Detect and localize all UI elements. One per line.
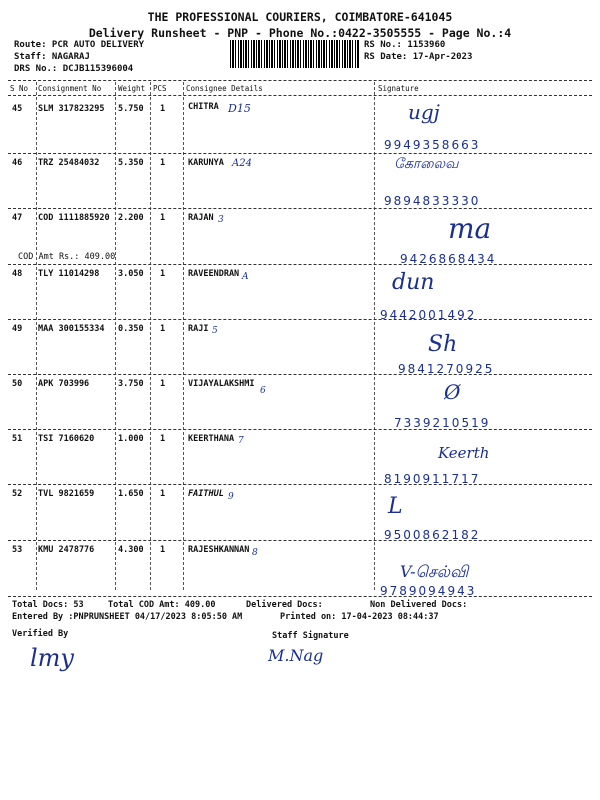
col-signature: Signature [378,84,419,93]
row-weight: 2.200 [118,213,144,223]
row-consignment: TRZ 25484032 [38,158,100,168]
recipient-phone: 7339210519 [394,416,491,430]
route-label: Route: PCR AUTO DELIVERY [14,40,145,50]
row-weight: 1.000 [118,434,144,444]
row-sno: 50 [12,379,23,389]
handwritten-mark: A [242,272,249,282]
delivered-docs: Delivered Docs: [246,600,323,610]
staff-label: Staff: NAGARAJ [14,52,90,62]
row-pcs: 1 [160,545,166,555]
row-pcs: 1 [160,379,166,389]
col-weight: Weight [118,84,146,93]
row-sno: 47 [12,213,23,223]
col-consignee: Consignee Details [186,84,263,93]
table-bottom-rule [8,596,592,597]
row-consignee: RAVEENDRAN [188,269,240,279]
rs-number: RS No.: 1153960 [364,40,446,50]
verified-by-label: Verified By [12,629,69,639]
staff-signature: M.Nag [268,646,324,665]
row-weight: 0.350 [118,324,144,334]
row-consignee: KEERTHANA [188,434,235,444]
recipient-signature: L [388,494,403,519]
header-rule-bottom [8,95,592,96]
row-weight: 3.750 [118,379,144,389]
row-consignment: TSI 7160620 [38,434,95,444]
header-rule-top [8,80,592,81]
row-weight: 3.050 [118,269,144,279]
row-divider [8,208,592,209]
cod-amount: COD Amt Rs.: 409.00 [18,252,116,262]
row-consignee: KARUNYA [188,158,224,168]
recipient-phone: 9949358663 [384,138,481,152]
row-divider [8,374,592,375]
row-consignment: APK 703996 [38,379,90,389]
column-divider [115,82,116,590]
staff-signature-label: Staff Signature [272,631,349,641]
recipient-phone: 9442001492 [380,308,477,322]
row-consignment: MAA 300155334 [38,324,105,334]
row-sno: 46 [12,158,23,168]
row-consignee: FAITHUL [188,489,224,499]
recipient-signature: V-செல்வி [400,562,469,581]
recipient-phone: 9894833330 [384,194,481,208]
handwritten-mark: 5 [212,326,218,336]
row-consignee: RAJESHKANNAN [188,545,250,555]
handwritten-mark: 9 [228,492,234,502]
handwritten-mark: D15 [228,102,251,115]
verifier-signature: lmy [30,644,74,672]
recipient-signature: கோலைவ [394,156,459,172]
row-divider [8,484,592,485]
recipient-signature: ugj [408,100,440,124]
column-divider [183,82,184,590]
recipient-phone: 9841270925 [398,362,495,376]
row-weight: 4.300 [118,545,144,555]
row-consignee: RAJAN [188,213,214,223]
row-pcs: 1 [160,158,166,168]
row-sno: 49 [12,324,23,334]
row-consignment: KMU 2478776 [38,545,95,555]
column-divider [374,82,375,590]
row-sno: 53 [12,545,23,555]
row-pcs: 1 [160,324,166,334]
rs-date: RS Date: 17-Apr-2023 [364,52,473,62]
recipient-signature: Ø [444,380,461,404]
barcode [230,40,360,68]
row-pcs: 1 [160,269,166,279]
col-pcs: PCS [153,84,167,93]
row-consignee: VIJAYALAKSHMI [188,379,255,389]
row-consignee: RAJI [188,324,209,334]
entered-by: Entered By :PNPRUNSHEET 04/17/2023 8:05:50 AM [12,612,243,622]
row-weight: 1.650 [118,489,144,499]
handwritten-mark: 3 [218,215,224,225]
column-divider [150,82,151,590]
handwritten-mark: 6 [260,386,266,396]
recipient-phone: 9426868434 [400,252,497,266]
row-sno: 45 [12,104,23,114]
recipient-signature: Keerth [438,444,490,462]
col-sno: S No [10,84,29,93]
row-weight: 5.350 [118,158,144,168]
recipient-signature: ma [448,212,492,245]
row-sno: 48 [12,269,23,279]
col-consignment: Consignment No [38,84,102,93]
row-pcs: 1 [160,489,166,499]
row-consignment: COD 1111885920 [38,213,110,223]
row-sno: 51 [12,434,23,444]
row-sno: 52 [12,489,23,499]
row-consignee: CHITRA [188,102,219,112]
row-pcs: 1 [160,434,166,444]
row-divider [8,153,592,154]
recipient-phone: 9500862182 [384,528,481,542]
handwritten-mark: 7 [238,436,244,446]
row-pcs: 1 [160,104,166,114]
row-consignment: TLY 11014298 [38,269,100,279]
row-divider [8,429,592,430]
runsheet-subtitle: Delivery Runsheet - PNP - Phone No.:0422-3505555 - Page No.:4 [88,26,512,40]
handwritten-mark: 8 [252,548,258,558]
row-divider [8,540,592,541]
row-divider [8,319,592,320]
recipient-signature: dun [392,270,435,295]
company-title: THE PROFESSIONAL COURIERS, COIMBATORE-641045 [147,10,453,24]
column-divider [36,82,37,590]
total-cod: Total COD Amt: 409.00 [108,600,216,610]
row-consignment: TVL 9821659 [38,489,95,499]
recipient-phone: 9789094943 [380,584,477,598]
row-pcs: 1 [160,213,166,223]
recipient-signature: Sh [428,332,458,357]
non-delivered-docs: Non Delivered Docs: [370,600,468,610]
row-weight: 5.750 [118,104,144,114]
drs-number: DRS No.: DCJB115396004 [14,64,134,74]
recipient-phone: 8190911717 [384,472,481,486]
row-divider [8,264,592,265]
row-consignment: SLM 317823295 [38,104,105,114]
total-docs: Total Docs: 53 [12,600,84,610]
handwritten-mark: A24 [232,158,252,169]
printed-on: Printed on: 17-04-2023 08:44:37 [280,612,439,622]
